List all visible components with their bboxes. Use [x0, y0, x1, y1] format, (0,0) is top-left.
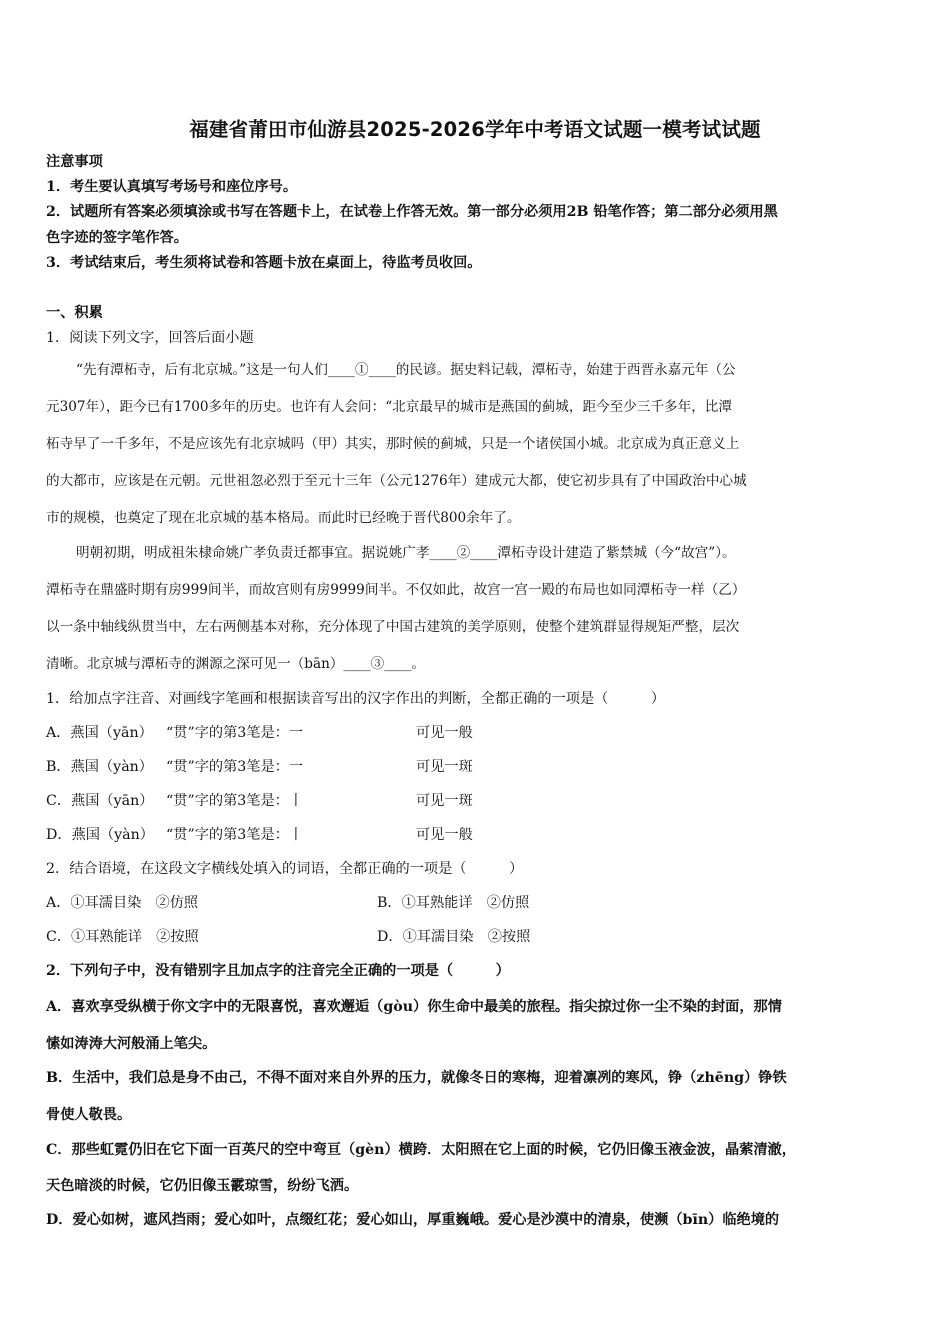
notice-item-2-cont: 色字迹的签字笔作答。: [46, 230, 188, 246]
passage-line: 市的规模，也奠定了现在北京城的基本格局。而此时已经晚于晋代800余年了。: [46, 510, 521, 526]
question-2-line: 愫如涛涛大河般涌上笔尖。: [46, 1036, 217, 1052]
notice-item-2: 2．试题所有答案必须填涂或书写在答题卡上，在试卷上作答无效。第一部分必须用2B 铅笔作答；第二部分必须用黑: [46, 204, 778, 220]
question-1-intro: 1．阅读下列文字，回答后面小题: [46, 330, 254, 346]
notice-item-3: 3．考试结束后，考生须将试卷和答题卡放在桌面上，待监考员收回。: [46, 255, 482, 271]
passage-line: 明朝初期，明成祖朱棣命姚广孝负责迁都事宜。据说姚广孝____②____潭柘寺设计建造了紫禁城（今“故宫”）。: [76, 545, 736, 561]
passage-line: 柘寺早了一千多年，不是应该先有北京城吗（甲）其实，那时候的蓟城，只是一个诸侯国小城。北京成为真正意义上: [46, 436, 740, 452]
option-part: C．燕国（yān）: [46, 793, 154, 809]
passage-line: 清晰。北京城与潭柘寺的渊源之深可见一（bān）____③____。: [46, 656, 425, 672]
option-part: 可见一般: [416, 827, 473, 843]
section-heading: 一、积累: [46, 305, 103, 321]
question-2-line: D．爱心如树，遮风挡雨；爱心如叶，点缀红花；爱心如山，厚重巍峨。爱心是沙漠中的清泉，使濒（bīn）临绝境的: [46, 1212, 780, 1228]
option-part: 可见一斑: [416, 793, 473, 809]
option-part: C．①耳熟能详 ②按照: [46, 929, 199, 945]
option-part: “贯”字的第3笔是：丨: [166, 827, 304, 843]
passage-line: 潭柘寺在鼎盛时期有房999间半，而故宫则有房9999间半。不仅如此，故宫一宫一殿的布局也如同潭柘寺一样（乙）: [46, 582, 746, 598]
option-part: B．燕国（yàn）: [46, 759, 153, 775]
sub-question-2-stem: 2．结合语境，在这段文字横线处填入的词语，全都正确的一项是（ ）: [46, 861, 524, 877]
option-part: B．①耳熟能详 ②仿照: [377, 895, 530, 911]
question-2-line: C．那些虹霓仍旧在它下面一百英尺的空中弯亘（gèn）横跨．太阳照在它上面的时候，它仍旧像玉液金波，晶萦清澈，: [46, 1142, 796, 1158]
option-part: “贯”字的第3笔是：一: [166, 725, 304, 741]
passage-line: 的大都市，应该是在元朝。元世祖忽必烈于至元十三年（公元1276年）建成元大都，使它初步具有了中国政治中心城: [46, 473, 747, 489]
question-2-line: 天色暗淡的时候，它仍旧像玉霰琼雪，纷纷飞洒。: [46, 1178, 359, 1194]
option-part: 可见一斑: [416, 759, 473, 775]
sub-question-1-stem: 1．给加点字注音、对画线字笔画和根据读音写出的汉字作出的判断，全都正确的一项是（ ）: [46, 691, 666, 707]
option-part: A．①耳濡目染 ②仿照: [46, 895, 199, 911]
option-part: “贯”字的第3笔是：丨: [166, 793, 304, 809]
question-2-stem: 2．下列句子中，没有错别字且加点字的注音完全正确的一项是（ ）: [46, 963, 510, 979]
option-part: 可见一般: [416, 725, 473, 741]
passage-line: 以一条中轴线纵贯当中，左右两侧基本对称，充分体现了中国古建筑的美学原则，使整个建筑群显得规矩严整，层次: [46, 619, 740, 635]
option-part: D．①耳濡目染 ②按照: [377, 929, 531, 945]
notice-heading: 注意事项: [46, 154, 103, 170]
passage-line: 元307年），距今已有1700多年的历史。也许有人会问：“北京最早的城市是燕国的蓟城，距今至少三千多年，比潭: [46, 399, 732, 415]
notice-item-1: 1．考生要认真填写考场号和座位序号。: [46, 179, 298, 195]
option-part: A．燕国（yān）: [46, 725, 153, 741]
question-2-line: 骨使人敬畏。: [46, 1107, 132, 1123]
passage-line: “先有潭柘寺，后有北京城。”这是一句人们____①____的民谚。据史料记载，潭柘寺，始建于西晋永嘉元年（公: [76, 362, 736, 378]
exam-title: 福建省莆田市仙游县2025-2026学年中考语文试题一模考试试题: [189, 118, 761, 141]
option-part: D．燕国（yàn）: [46, 827, 154, 843]
question-2-line: A．喜欢享受纵横于你文字中的无限喜悦，喜欢邂逅（gòu）你生命中最美的旅程。指尖掠过你一尘不染的封面，那情: [46, 999, 782, 1015]
question-2-line: B．生活中，我们总是身不由己，不得不面对来自外界的压力，就像冬日的寒梅，迎着凛冽的寒风，铮（zhēng）铮铁: [46, 1070, 787, 1086]
option-part: “贯”字的第3笔是：一: [166, 759, 304, 775]
